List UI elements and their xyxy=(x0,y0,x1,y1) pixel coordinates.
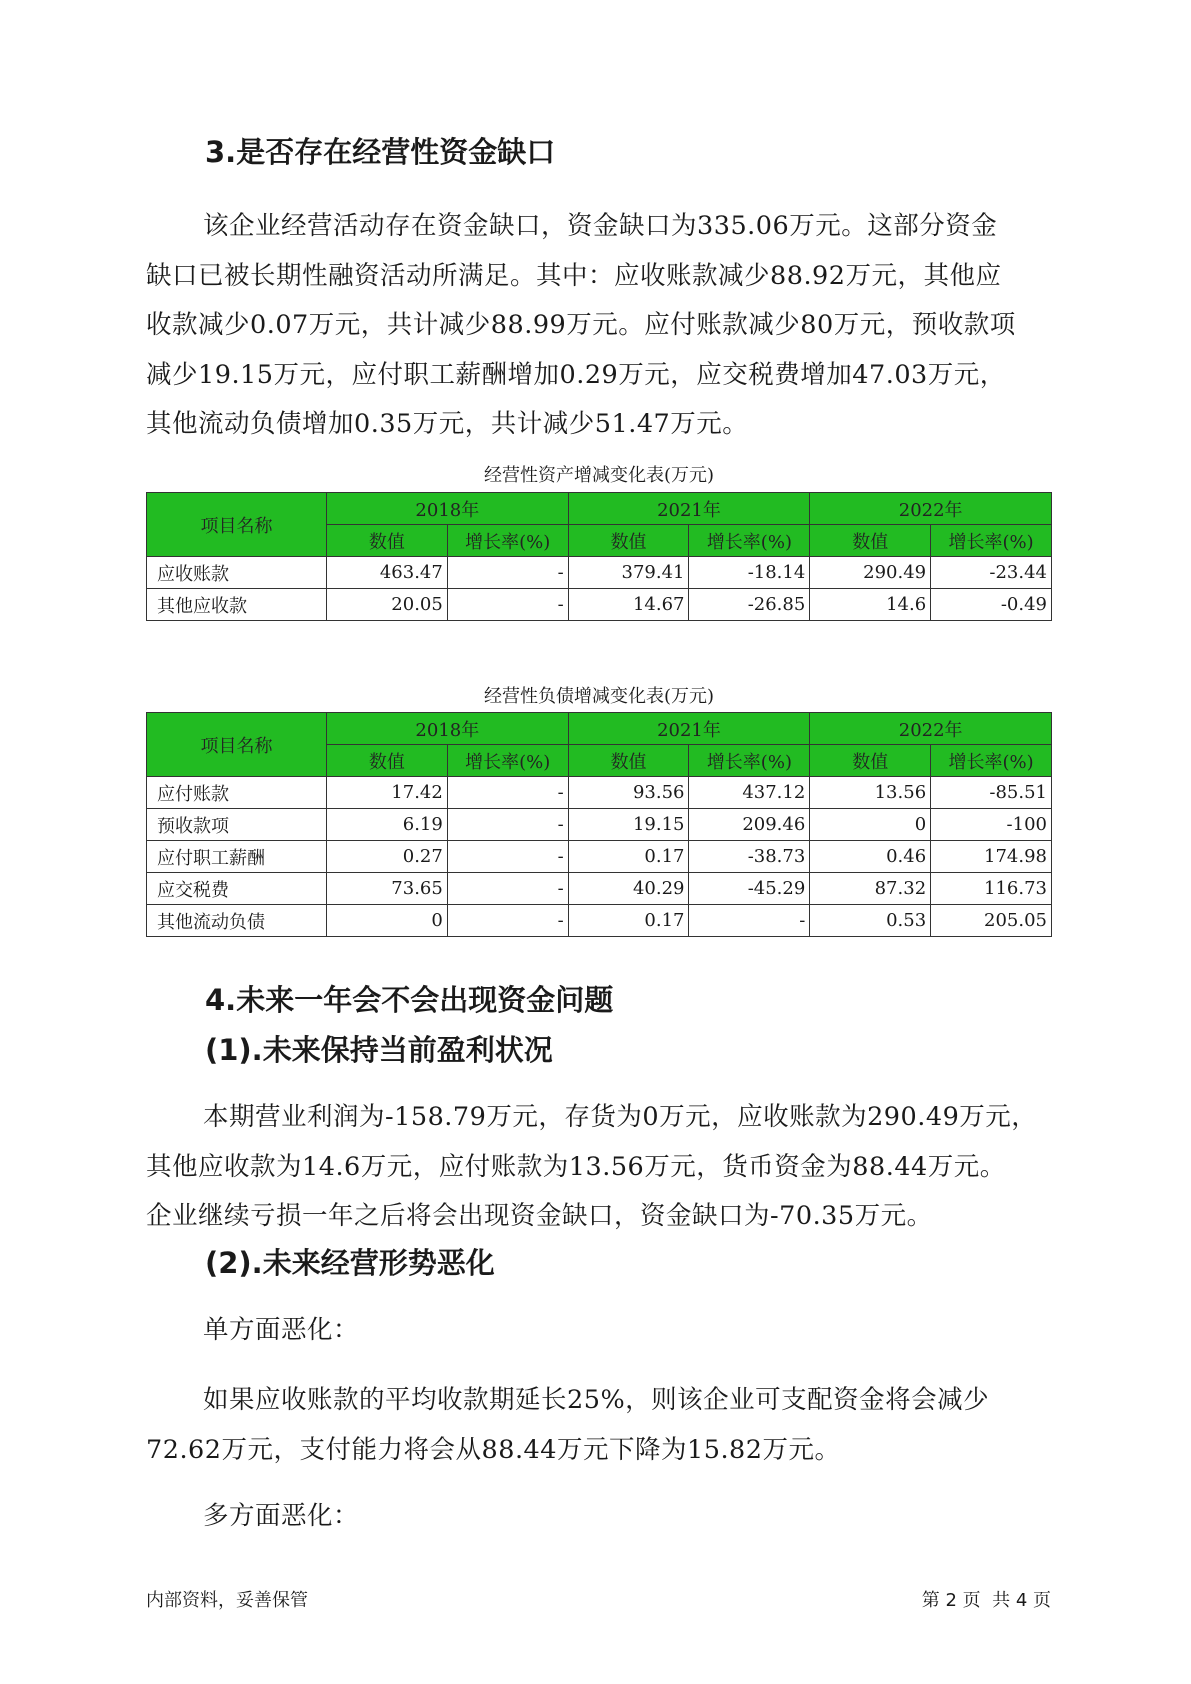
year-header: 2021年 xyxy=(568,713,810,745)
cell: 73.65 xyxy=(327,873,448,905)
cell: - xyxy=(447,873,568,905)
value-header: 数值 xyxy=(810,525,931,557)
cell: -26.85 xyxy=(689,589,810,621)
multi-deterioration-label xyxy=(146,1492,1046,1542)
section4-heading: 4.未来一年会不会出现资金问题 xyxy=(205,983,614,1017)
paragraph-line: 企业继续亏损一年之后将会出现资金缺口，资金缺口为-70.35万元。 xyxy=(146,1201,933,1231)
section3-heading: 3.是否存在经营性资金缺口 xyxy=(205,135,556,169)
value-header: 数值 xyxy=(568,525,689,557)
cell: - xyxy=(447,557,568,589)
table-header-row xyxy=(147,713,1052,745)
row-name: 应收账款 xyxy=(147,557,327,589)
row-name: 其他流动负债 xyxy=(147,905,327,937)
paragraph-line: 收款减少0.07万元，共计减少88.99万元。应付账款减少80万元，预收款项 xyxy=(146,310,1016,340)
value-header: 数值 xyxy=(327,745,448,777)
cell: 13.56 xyxy=(810,777,931,809)
cell: 17.42 xyxy=(327,777,448,809)
cell: -45.29 xyxy=(689,873,810,905)
rate-header: 增长率(%) xyxy=(931,745,1052,777)
cell: 0.46 xyxy=(810,841,931,873)
footer-confidential-note: 内部资料，妥善保管 xyxy=(146,1590,308,1611)
cell: 19.15 xyxy=(568,809,689,841)
item-name-header: 项目名称 xyxy=(147,493,327,557)
item-name-header: 项目名称 xyxy=(147,713,327,777)
table-row xyxy=(147,905,1052,937)
table-header-row xyxy=(147,493,1052,525)
cell: 40.29 xyxy=(568,873,689,905)
cell: - xyxy=(447,589,568,621)
cell: - xyxy=(447,905,568,937)
paragraph-line: 该企业经营活动存在资金缺口，资金缺口为335.06万元。这部分资金 xyxy=(203,211,998,241)
paragraph-line: 72.62万元，支付能力将会从88.44万元下降为15.82万元。 xyxy=(146,1434,841,1465)
paragraph-line: 减少19.15万元，应付职工薪酬增加0.29万元，应交税费增加47.03万元， xyxy=(146,359,1006,390)
asset-change-table xyxy=(146,492,1052,621)
cell: 205.05 xyxy=(931,905,1052,937)
table-row xyxy=(147,841,1052,873)
table-row xyxy=(147,589,1052,621)
cell: 209.46 xyxy=(689,809,810,841)
single-deterioration-paragraph xyxy=(146,1376,1046,1475)
value-header: 数值 xyxy=(568,745,689,777)
rate-header: 增长率(%) xyxy=(447,745,568,777)
year-header: 2022年 xyxy=(810,493,1052,525)
cell: - xyxy=(447,809,568,841)
rate-header: 增长率(%) xyxy=(689,525,810,557)
cell: -38.73 xyxy=(689,841,810,873)
subsection2-heading: (2).未来经营形势恶化 xyxy=(205,1246,495,1280)
paragraph-line: 单方面恶化： xyxy=(203,1315,360,1345)
cell: 0.27 xyxy=(327,841,448,873)
year-header: 2022年 xyxy=(810,713,1052,745)
cell: 0 xyxy=(810,809,931,841)
table-row xyxy=(147,777,1052,809)
cell: 93.56 xyxy=(568,777,689,809)
row-name: 应付职工薪酬 xyxy=(147,841,327,873)
cell: -85.51 xyxy=(931,777,1052,809)
cell: - xyxy=(689,905,810,937)
row-name: 应付账款 xyxy=(147,777,327,809)
rate-header: 增长率(%) xyxy=(447,525,568,557)
subsection1-paragraph xyxy=(146,1093,1046,1242)
paragraph-line: 本期营业利润为-158.79万元，存货为0万元，应收账款为290.49万元， xyxy=(203,1102,1038,1132)
cell: - xyxy=(447,841,568,873)
value-header: 数值 xyxy=(810,745,931,777)
footer-page-number: 第 2 页 共 4 页 xyxy=(921,1590,1051,1611)
cell: 14.6 xyxy=(810,589,931,621)
cell: 437.12 xyxy=(689,777,810,809)
cell: -18.14 xyxy=(689,557,810,589)
section3-paragraph xyxy=(146,202,1046,450)
liability-change-table xyxy=(146,712,1052,937)
paragraph-line: 缺口已被长期性融资活动所满足。其中：应收账款减少88.92万元，其他应 xyxy=(146,260,1002,291)
cell: 379.41 xyxy=(568,557,689,589)
paragraph-line: 如果应收账款的平均收款期延长25%，则该企业可支配资金将会减少 xyxy=(203,1385,990,1415)
cell: 116.73 xyxy=(931,873,1052,905)
cell: 20.05 xyxy=(327,589,448,621)
year-header: 2021年 xyxy=(568,493,810,525)
liability-table-caption: 经营性负债增减变化表(万元) xyxy=(483,686,715,707)
asset-table-caption: 经营性资产增减变化表(万元) xyxy=(483,465,715,486)
cell: 87.32 xyxy=(810,873,931,905)
cell: 174.98 xyxy=(931,841,1052,873)
value-header: 数值 xyxy=(327,525,448,557)
cell: 6.19 xyxy=(327,809,448,841)
cell: 0 xyxy=(327,905,448,937)
row-name: 应交税费 xyxy=(147,873,327,905)
table-row xyxy=(147,557,1052,589)
cell: 0.17 xyxy=(568,905,689,937)
row-name: 其他应收款 xyxy=(147,589,327,621)
cell: - xyxy=(447,777,568,809)
single-deterioration-label xyxy=(146,1306,1046,1356)
year-header: 2018年 xyxy=(327,713,569,745)
cell: -0.49 xyxy=(931,589,1052,621)
cell: 0.17 xyxy=(568,841,689,873)
rate-header: 增长率(%) xyxy=(689,745,810,777)
cell: -23.44 xyxy=(931,557,1052,589)
cell: 14.67 xyxy=(568,589,689,621)
row-name: 预收款项 xyxy=(147,809,327,841)
cell: 0.53 xyxy=(810,905,931,937)
cell: 463.47 xyxy=(327,557,448,589)
cell: 290.49 xyxy=(810,557,931,589)
year-header: 2018年 xyxy=(327,493,569,525)
table-row xyxy=(147,873,1052,905)
paragraph-line: 多方面恶化： xyxy=(203,1501,360,1531)
table-row xyxy=(147,809,1052,841)
rate-header: 增长率(%) xyxy=(931,525,1052,557)
paragraph-line: 其他应收款为14.6万元，应付账款为13.56万元，货币资金为88.44万元。 xyxy=(146,1151,1006,1182)
paragraph-line: 其他流动负债增加0.35万元，共计减少51.47万元。 xyxy=(146,409,749,439)
cell: -100 xyxy=(931,809,1052,841)
subsection1-heading: (1).未来保持当前盈利状况 xyxy=(205,1033,553,1067)
